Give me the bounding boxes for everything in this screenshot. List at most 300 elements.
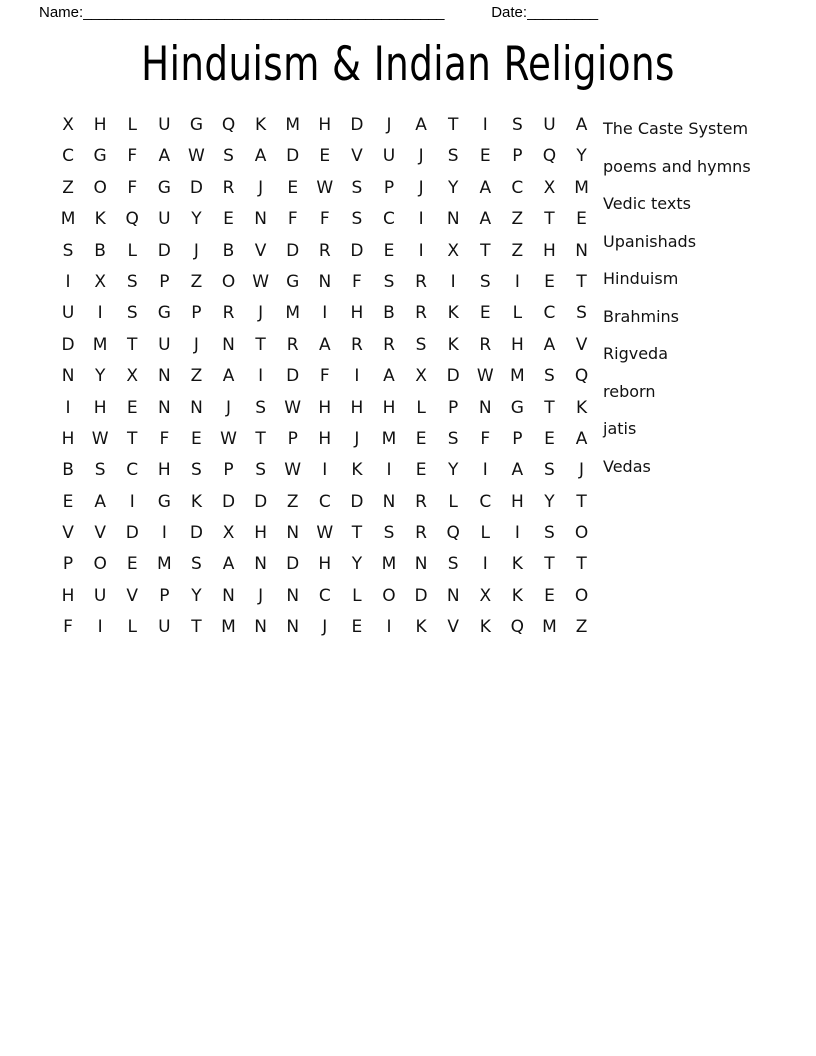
grid-cell[interactable]: N xyxy=(157,397,171,418)
grid-cell[interactable]: G xyxy=(93,146,107,167)
grid-cell[interactable]: A xyxy=(222,366,235,387)
grid-cell[interactable]: O xyxy=(221,271,236,292)
grid-cell[interactable]: T xyxy=(576,271,587,292)
grid-cell[interactable]: G xyxy=(157,303,171,324)
grid-cell[interactable]: W xyxy=(316,177,334,198)
grid-cell[interactable]: T xyxy=(255,334,266,355)
grid-cell[interactable]: V xyxy=(94,523,106,544)
grid-cell[interactable]: F xyxy=(159,428,170,449)
grid-cell[interactable]: K xyxy=(415,617,427,638)
grid-cell[interactable]: J xyxy=(258,177,264,198)
grid-cell[interactable]: M xyxy=(156,554,172,575)
grid-cell[interactable]: X xyxy=(447,240,459,261)
grid-cell[interactable]: D xyxy=(446,366,460,387)
grid-cell[interactable]: N xyxy=(478,397,492,418)
grid-cell[interactable]: N xyxy=(575,240,588,261)
grid-cell[interactable]: S xyxy=(479,271,491,292)
grid-cell[interactable]: H xyxy=(61,585,75,606)
grid-cell[interactable]: J xyxy=(258,303,264,324)
grid-cell[interactable]: E xyxy=(126,397,138,418)
grid-cell[interactable]: X xyxy=(126,366,139,387)
grid-cell[interactable]: U xyxy=(93,585,107,606)
grid-cell[interactable]: A xyxy=(94,491,106,512)
grid-cell[interactable]: Q xyxy=(125,209,139,230)
grid-cell[interactable]: F xyxy=(480,428,491,449)
grid-cell[interactable]: S xyxy=(351,209,363,230)
grid-cell[interactable]: L xyxy=(512,303,523,324)
grid-cell[interactable]: Q xyxy=(446,523,460,544)
grid-cell[interactable]: H xyxy=(318,115,332,135)
grid-cell[interactable]: T xyxy=(255,428,266,449)
grid-cell[interactable]: X xyxy=(543,177,556,198)
grid-cell[interactable]: S xyxy=(383,523,395,544)
grid-cell[interactable]: A xyxy=(383,366,395,387)
grid-cell[interactable]: D xyxy=(254,491,268,512)
grid-cell[interactable]: C xyxy=(479,491,492,512)
grid-cell[interactable]: V xyxy=(447,617,459,638)
grid-cell[interactable]: G xyxy=(157,491,171,512)
grid-cell[interactable]: P xyxy=(62,554,74,575)
grid-cell[interactable]: X xyxy=(62,115,74,135)
word-list-item[interactable]: Vedic texts xyxy=(603,194,691,213)
grid-cell[interactable]: R xyxy=(479,334,492,355)
grid-cell[interactable]: E xyxy=(223,209,234,230)
grid-cell[interactable]: V xyxy=(62,523,74,544)
grid-cell[interactable]: E xyxy=(126,554,138,575)
grid-cell[interactable]: I xyxy=(418,209,424,230)
grid-cell[interactable]: J xyxy=(193,240,199,261)
grid-cell[interactable]: N xyxy=(61,366,75,387)
grid-cell[interactable]: I xyxy=(450,271,456,292)
grid-cell[interactable]: J xyxy=(579,460,585,481)
grid-cell[interactable]: C xyxy=(318,585,331,606)
grid-cell[interactable]: B xyxy=(94,240,106,261)
grid-cell[interactable]: Q xyxy=(574,366,589,387)
grid-cell[interactable]: B xyxy=(383,303,395,324)
grid-cell[interactable]: D xyxy=(350,240,364,261)
grid-cell[interactable]: R xyxy=(415,271,427,292)
word-list-item[interactable]: Hinduism xyxy=(603,269,679,288)
grid-cell[interactable]: A xyxy=(415,115,427,135)
grid-cell[interactable]: H xyxy=(61,428,75,449)
grid-cell[interactable]: S xyxy=(544,366,555,387)
grid-cell[interactable]: K xyxy=(190,491,202,512)
grid-cell[interactable]: N xyxy=(254,617,267,638)
grid-cell[interactable]: Y xyxy=(447,460,459,481)
grid-cell[interactable]: V xyxy=(126,585,139,606)
grid-cell[interactable]: Q xyxy=(542,146,557,167)
grid-cell[interactable]: R xyxy=(383,334,395,355)
grid-cell[interactable]: E xyxy=(287,177,299,198)
grid-cell[interactable]: U xyxy=(158,617,171,638)
grid-cell[interactable]: H xyxy=(254,523,267,544)
grid-cell[interactable]: I xyxy=(65,397,71,418)
grid-cell[interactable]: P xyxy=(383,177,395,198)
grid-cell[interactable]: J xyxy=(193,334,199,355)
grid-cell[interactable]: H xyxy=(157,460,171,481)
grid-cell[interactable]: R xyxy=(415,523,427,544)
grid-cell[interactable]: A xyxy=(575,115,588,135)
grid-cell[interactable]: H xyxy=(318,397,332,418)
grid-cell[interactable]: S xyxy=(126,303,138,324)
grid-cell[interactable]: S xyxy=(255,460,266,481)
grid-cell[interactable]: H xyxy=(318,428,332,449)
grid-cell[interactable]: J xyxy=(418,146,424,167)
grid-cell[interactable]: S xyxy=(126,271,138,292)
grid-cell[interactable]: P xyxy=(159,271,170,292)
word-list-item[interactable]: Brahmins xyxy=(603,306,680,326)
grid-cell[interactable]: Z xyxy=(511,240,524,261)
grid-cell[interactable]: I xyxy=(386,617,392,638)
grid-cell[interactable]: J xyxy=(226,397,232,418)
grid-cell[interactable]: H xyxy=(510,334,524,355)
grid-cell[interactable]: I xyxy=(482,115,488,135)
grid-cell[interactable]: Y xyxy=(447,177,459,198)
grid-cell[interactable]: H xyxy=(382,397,396,418)
grid-cell[interactable]: O xyxy=(574,585,589,606)
grid-cell[interactable]: K xyxy=(94,209,106,230)
word-list-item[interactable]: Upanishads xyxy=(603,231,697,251)
grid-cell[interactable]: Y xyxy=(94,366,106,387)
grid-cell[interactable]: Q xyxy=(510,617,525,638)
grid-cell[interactable]: I xyxy=(322,460,328,481)
grid-cell[interactable]: Y xyxy=(576,146,587,167)
grid-cell[interactable]: S xyxy=(191,460,202,481)
word-list-item[interactable]: poems and hymns xyxy=(603,156,751,176)
grid-cell[interactable]: D xyxy=(286,554,300,575)
grid-cell[interactable]: I xyxy=(129,491,135,512)
grid-cell[interactable]: D xyxy=(189,523,203,544)
grid-cell[interactable]: N xyxy=(414,554,428,575)
grid-cell[interactable]: E xyxy=(351,617,363,638)
grid-cell[interactable]: O xyxy=(93,177,107,198)
grid-cell[interactable]: R xyxy=(350,334,363,355)
grid-cell[interactable]: D xyxy=(414,585,428,606)
grid-cell[interactable]: U xyxy=(543,115,556,135)
grid-cell[interactable]: K xyxy=(511,554,523,575)
grid-cell[interactable]: D xyxy=(286,366,300,387)
grid-cell[interactable]: I xyxy=(161,523,167,544)
grid-cell[interactable]: N xyxy=(446,209,460,230)
grid-cell[interactable]: S xyxy=(255,397,266,418)
grid-cell[interactable]: E xyxy=(479,146,491,167)
grid-cell[interactable]: I xyxy=(97,303,103,324)
grid-cell[interactable]: C xyxy=(62,146,74,167)
grid-cell[interactable]: M xyxy=(285,303,301,324)
grid-cell[interactable]: U xyxy=(158,334,171,355)
grid-cell[interactable]: S xyxy=(544,460,555,481)
grid-cell[interactable]: N xyxy=(222,334,235,355)
grid-cell[interactable]: T xyxy=(576,554,587,575)
grid-cell[interactable]: D xyxy=(221,491,236,512)
grid-cell[interactable]: M xyxy=(574,177,589,198)
grid-cell[interactable]: I xyxy=(386,460,392,481)
grid-cell[interactable]: Y xyxy=(351,554,363,575)
grid-cell[interactable]: F xyxy=(63,617,73,638)
grid-cell[interactable]: G xyxy=(286,271,300,292)
grid-cell[interactable]: T xyxy=(191,617,202,638)
grid-cell[interactable]: V xyxy=(575,334,588,355)
grid-cell[interactable]: N xyxy=(254,554,267,575)
grid-cell[interactable]: D xyxy=(61,334,75,355)
grid-cell[interactable]: Z xyxy=(575,617,588,638)
grid-cell[interactable]: M xyxy=(60,209,76,230)
grid-cell[interactable]: P xyxy=(448,397,459,418)
grid-cell[interactable]: J xyxy=(418,177,424,198)
grid-cell[interactable]: U xyxy=(158,115,171,135)
grid-cell[interactable]: P xyxy=(287,428,298,449)
grid-cell[interactable]: L xyxy=(127,115,137,135)
grid-cell[interactable]: I xyxy=(354,366,360,387)
grid-cell[interactable]: M xyxy=(381,554,397,575)
grid-cell[interactable]: R xyxy=(286,334,299,355)
grid-cell[interactable]: Z xyxy=(62,177,74,198)
grid-cell[interactable]: R xyxy=(415,303,427,324)
grid-cell[interactable]: Q xyxy=(221,115,236,135)
grid-cell[interactable]: S xyxy=(447,428,459,449)
grid-cell[interactable]: D xyxy=(286,146,300,167)
grid-cell[interactable]: Z xyxy=(190,271,203,292)
grid-cell[interactable]: L xyxy=(480,523,490,544)
grid-cell[interactable]: I xyxy=(97,617,103,638)
grid-cell[interactable]: Z xyxy=(190,366,203,387)
grid-cell[interactable]: S xyxy=(576,303,587,324)
grid-cell[interactable]: A xyxy=(222,554,235,575)
grid-cell[interactable]: F xyxy=(319,209,330,230)
grid-cell[interactable]: N xyxy=(446,585,460,606)
grid-cell[interactable]: K xyxy=(255,115,267,135)
grid-cell[interactable]: N xyxy=(254,209,267,230)
grid-cell[interactable]: W xyxy=(252,271,270,292)
grid-cell[interactable]: D xyxy=(157,240,171,261)
grid-cell[interactable]: U xyxy=(158,209,171,230)
grid-cell[interactable]: K xyxy=(479,617,491,638)
grid-cell[interactable]: M xyxy=(221,617,236,638)
grid-cell[interactable]: E xyxy=(383,240,395,261)
grid-cell[interactable]: L xyxy=(127,240,137,261)
grid-cell[interactable]: A xyxy=(575,428,588,449)
grid-cell[interactable]: H xyxy=(543,240,556,261)
grid-cell[interactable]: I xyxy=(482,460,488,481)
grid-cell[interactable]: E xyxy=(415,460,427,481)
grid-cell[interactable]: E xyxy=(544,585,555,606)
grid-cell[interactable]: A xyxy=(479,177,492,198)
word-list-item[interactable]: Vedas xyxy=(603,456,651,476)
grid-cell[interactable]: D xyxy=(125,523,139,544)
grid-cell[interactable]: E xyxy=(62,491,74,512)
grid-cell[interactable]: E xyxy=(319,146,331,167)
grid-cell[interactable]: T xyxy=(480,240,491,261)
grid-cell[interactable]: T xyxy=(576,491,587,512)
grid-cell[interactable]: E xyxy=(191,428,202,449)
grid-cell[interactable]: J xyxy=(386,115,392,135)
grid-cell[interactable]: E xyxy=(479,303,491,324)
grid-cell[interactable]: I xyxy=(258,366,264,387)
grid-cell[interactable]: I xyxy=(482,554,488,575)
grid-cell[interactable]: I xyxy=(322,303,328,324)
grid-cell[interactable]: W xyxy=(91,428,109,449)
grid-cell[interactable]: K xyxy=(511,585,523,606)
date-write-line[interactable]: _________ xyxy=(527,3,598,21)
grid-cell[interactable]: T xyxy=(351,523,363,544)
grid-cell[interactable]: T xyxy=(447,115,459,135)
grid-cell[interactable]: J xyxy=(322,617,328,638)
grid-cell[interactable]: U xyxy=(61,303,75,324)
grid-cell[interactable]: P xyxy=(191,303,202,324)
grid-cell[interactable]: K xyxy=(447,334,459,355)
grid-cell[interactable]: F xyxy=(319,366,330,387)
grid-cell[interactable]: P xyxy=(159,585,170,606)
grid-cell[interactable]: C xyxy=(318,491,331,512)
grid-cell[interactable]: I xyxy=(514,523,520,544)
grid-cell[interactable]: W xyxy=(188,146,205,167)
grid-cell[interactable]: D xyxy=(286,240,300,261)
grid-cell[interactable]: D xyxy=(350,115,364,135)
grid-cell[interactable]: R xyxy=(222,177,235,198)
grid-cell[interactable]: S xyxy=(544,523,555,544)
grid-cell[interactable]: H xyxy=(510,491,524,512)
grid-cell[interactable]: A xyxy=(511,460,524,481)
grid-cell[interactable]: M xyxy=(285,115,301,135)
grid-cell[interactable]: B xyxy=(62,460,74,481)
grid-cell[interactable]: G xyxy=(510,397,524,418)
grid-cell[interactable]: A xyxy=(254,146,267,167)
grid-cell[interactable]: I xyxy=(65,271,71,292)
grid-cell[interactable]: L xyxy=(448,491,458,512)
grid-cell[interactable]: L xyxy=(416,397,426,418)
grid-cell[interactable]: R xyxy=(222,303,235,324)
grid-cell[interactable]: S xyxy=(223,146,234,167)
word-list-item[interactable]: Rigveda xyxy=(603,344,668,363)
grid-cell[interactable]: O xyxy=(574,523,589,544)
grid-cell[interactable]: G xyxy=(157,177,171,198)
grid-cell[interactable]: N xyxy=(222,585,235,606)
grid-cell[interactable]: X xyxy=(415,366,427,387)
grid-cell[interactable]: C xyxy=(383,209,395,230)
grid-cell[interactable]: G xyxy=(189,115,204,135)
grid-cell[interactable]: S xyxy=(447,554,459,575)
grid-cell[interactable]: W xyxy=(476,366,494,387)
grid-cell[interactable]: P xyxy=(512,146,523,167)
grid-cell[interactable]: S xyxy=(511,115,523,135)
grid-cell[interactable]: V xyxy=(351,146,363,167)
grid-cell[interactable]: F xyxy=(127,146,138,167)
grid-cell[interactable]: C xyxy=(126,460,139,481)
grid-cell[interactable]: E xyxy=(415,428,427,449)
word-list-item[interactable]: jatis xyxy=(603,419,637,438)
grid-cell[interactable]: L xyxy=(127,617,137,638)
grid-cell[interactable]: A xyxy=(158,146,171,167)
grid-cell[interactable]: K xyxy=(447,303,459,324)
grid-cell[interactable]: M xyxy=(542,617,557,638)
grid-cell[interactable]: T xyxy=(544,209,555,230)
grid-cell[interactable]: M xyxy=(381,428,397,449)
grid-cell[interactable]: S xyxy=(383,271,395,292)
grid-cell[interactable]: W xyxy=(220,428,237,449)
grid-cell[interactable]: F xyxy=(287,209,298,230)
grid-cell[interactable]: Y xyxy=(544,491,555,512)
grid-cell[interactable]: E xyxy=(576,209,587,230)
grid-cell[interactable]: Y xyxy=(191,585,202,606)
grid-cell[interactable]: U xyxy=(382,146,396,167)
grid-cell[interactable]: V xyxy=(254,240,267,261)
grid-cell[interactable]: Z xyxy=(511,209,524,230)
grid-cell[interactable]: S xyxy=(62,240,74,261)
grid-cell[interactable]: N xyxy=(382,491,396,512)
grid-cell[interactable]: N xyxy=(318,271,332,292)
grid-cell[interactable]: O xyxy=(93,554,107,575)
grid-cell[interactable]: N xyxy=(157,366,171,387)
grid-cell[interactable]: S xyxy=(351,177,363,198)
grid-cell[interactable]: M xyxy=(510,366,525,387)
name-write-line[interactable]: ______________________________________________ xyxy=(83,3,444,21)
grid-cell[interactable]: X xyxy=(479,585,492,606)
grid-cell[interactable]: K xyxy=(575,397,588,418)
grid-cell[interactable]: T xyxy=(544,397,555,418)
grid-cell[interactable]: N xyxy=(286,617,300,638)
grid-cell[interactable]: H xyxy=(93,115,107,135)
grid-cell[interactable]: D xyxy=(350,491,364,512)
word-list-item[interactable]: The Caste System xyxy=(603,119,749,138)
grid-cell[interactable]: J xyxy=(354,428,360,449)
grid-cell[interactable]: N xyxy=(190,397,203,418)
grid-cell[interactable]: X xyxy=(94,271,106,292)
grid-cell[interactable]: I xyxy=(514,271,520,292)
grid-cell[interactable]: J xyxy=(258,585,264,606)
grid-cell[interactable]: C xyxy=(511,177,524,198)
grid-cell[interactable]: H xyxy=(318,554,332,575)
grid-cell[interactable]: B xyxy=(222,240,235,261)
grid-cell[interactable]: Y xyxy=(191,209,202,230)
grid-cell[interactable]: F xyxy=(127,177,138,198)
grid-cell[interactable]: A xyxy=(318,334,331,355)
grid-cell[interactable]: N xyxy=(286,585,300,606)
grid-cell[interactable]: P xyxy=(512,428,523,449)
grid-cell[interactable]: E xyxy=(544,428,555,449)
grid-cell[interactable]: P xyxy=(223,460,234,481)
grid-cell[interactable]: O xyxy=(382,585,396,606)
grid-cell[interactable]: A xyxy=(479,209,492,230)
grid-cell[interactable]: L xyxy=(352,585,362,606)
grid-cell[interactable]: I xyxy=(418,240,424,261)
grid-cell[interactable]: F xyxy=(352,271,362,292)
grid-cell[interactable]: S xyxy=(191,554,202,575)
grid-cell[interactable]: N xyxy=(286,523,300,544)
grid-cell[interactable]: Z xyxy=(286,491,299,512)
grid-cell[interactable]: T xyxy=(127,428,138,449)
grid-cell[interactable]: H xyxy=(350,397,364,418)
grid-cell[interactable]: H xyxy=(350,303,364,324)
word-list-item[interactable]: reborn xyxy=(603,381,656,401)
grid-cell[interactable]: R xyxy=(415,491,427,512)
grid-cell[interactable]: W xyxy=(316,523,334,544)
grid-cell[interactable]: D xyxy=(189,177,203,198)
grid-cell[interactable]: S xyxy=(94,460,106,481)
grid-cell[interactable]: C xyxy=(543,303,556,324)
grid-cell[interactable]: T xyxy=(544,554,555,575)
grid-cell[interactable]: A xyxy=(543,334,556,355)
grid-cell[interactable]: E xyxy=(544,271,555,292)
grid-cell[interactable]: K xyxy=(351,460,363,481)
grid-cell[interactable]: S xyxy=(447,146,459,167)
grid-cell[interactable]: R xyxy=(318,240,331,261)
grid-cell[interactable]: M xyxy=(92,334,108,355)
grid-cell[interactable]: X xyxy=(222,523,235,544)
grid-cell[interactable]: W xyxy=(284,397,302,418)
grid-cell[interactable]: H xyxy=(93,397,107,418)
grid-cell[interactable]: T xyxy=(127,334,138,355)
grid-cell[interactable]: S xyxy=(415,334,427,355)
